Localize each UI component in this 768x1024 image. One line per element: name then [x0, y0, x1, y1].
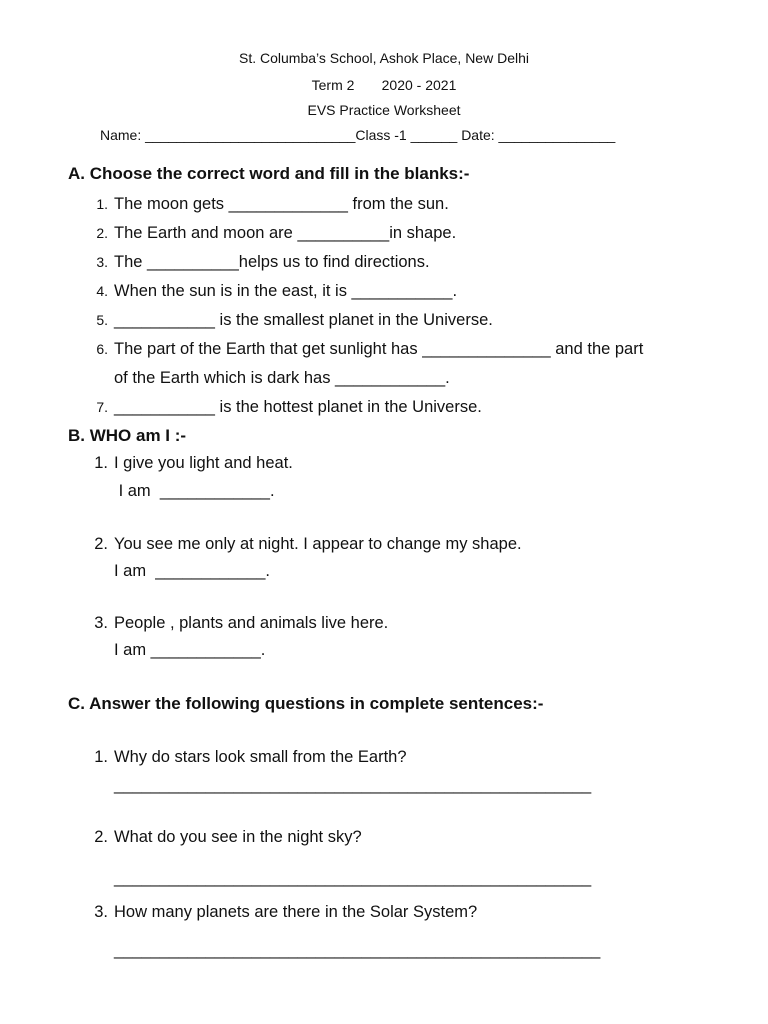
term-year: Term 2 2020 - 2021: [311, 77, 457, 93]
item-number: 2.: [94, 828, 108, 846]
item-number: 3.: [96, 254, 108, 270]
school-name: St. Columba’s School, Ashok Place, New Delhi: [239, 50, 529, 66]
student-info-fields: Name: ___________________________Class -1 ______ Date: _______________: [100, 127, 616, 143]
item-text: When the sun is in the east, it is ___________.: [114, 282, 458, 300]
list-item: [82, 252, 430, 272]
section-a-heading: A. Choose the correct word and fill in the blanks:-: [68, 164, 470, 183]
list-item: [82, 194, 449, 214]
item-text: The __________helps us to find directions.: [114, 253, 430, 271]
worksheet-title: EVS Practice Worksheet: [307, 102, 461, 118]
list-item: [82, 827, 362, 847]
item-text: What do you see in the night sky?: [114, 828, 362, 846]
item-text: People , plants and animals live here.: [114, 614, 389, 632]
answer-line: I am ____________.: [114, 562, 270, 580]
list-item: [82, 613, 388, 633]
list-item: [82, 397, 482, 417]
item-number: 2.: [94, 535, 108, 553]
item-text: ___________ is the hottest planet in the Universe.: [114, 398, 482, 416]
item-text: Why do stars look small from the Earth?: [114, 748, 407, 766]
list-item: [82, 534, 522, 554]
answer-line: ____________________________________________________: [114, 776, 592, 794]
item-text: ___________ is the smallest planet in the Universe.: [114, 311, 493, 329]
section-c-heading: C. Answer the following questions in complete sentences:-: [68, 694, 544, 713]
answer-line: _____________________________________________________: [114, 941, 601, 959]
item-text: The part of the Earth that get sunlight has ______________ and the part: [114, 340, 644, 358]
item-number: 4.: [96, 283, 108, 299]
answer-line: I am ____________.: [114, 641, 266, 659]
item-number: 7.: [96, 399, 108, 415]
list-item: [82, 310, 493, 330]
list-item: [82, 902, 477, 922]
answer-line: ____________________________________________________: [114, 869, 592, 887]
item-text: I give you light and heat.: [114, 454, 293, 472]
item-number: 2.: [96, 225, 108, 241]
item-number: 1.: [96, 196, 108, 212]
section-b-heading: B. WHO am I :-: [68, 426, 187, 445]
item-number: 3.: [94, 614, 108, 632]
list-item: [82, 747, 407, 767]
item-number: 6.: [96, 341, 108, 357]
item-number: 3.: [94, 903, 108, 921]
list-item: [82, 223, 456, 243]
item-text-continuation: of the Earth which is dark has ____________.: [114, 369, 450, 387]
item-text: The Earth and moon are __________in shape.: [114, 224, 457, 242]
answer-line: I am ____________.: [114, 482, 275, 500]
item-number: 1.: [94, 454, 108, 472]
list-item: [82, 281, 457, 301]
item-number: 5.: [96, 312, 108, 328]
list-item: [82, 339, 643, 359]
item-number: 1.: [94, 748, 108, 766]
item-text: You see me only at night. I appear to change my shape.: [114, 535, 522, 553]
item-text: How many planets are there in the Solar System?: [114, 903, 478, 921]
item-text: The moon gets _____________ from the sun.: [114, 195, 449, 213]
list-item: [82, 453, 293, 473]
